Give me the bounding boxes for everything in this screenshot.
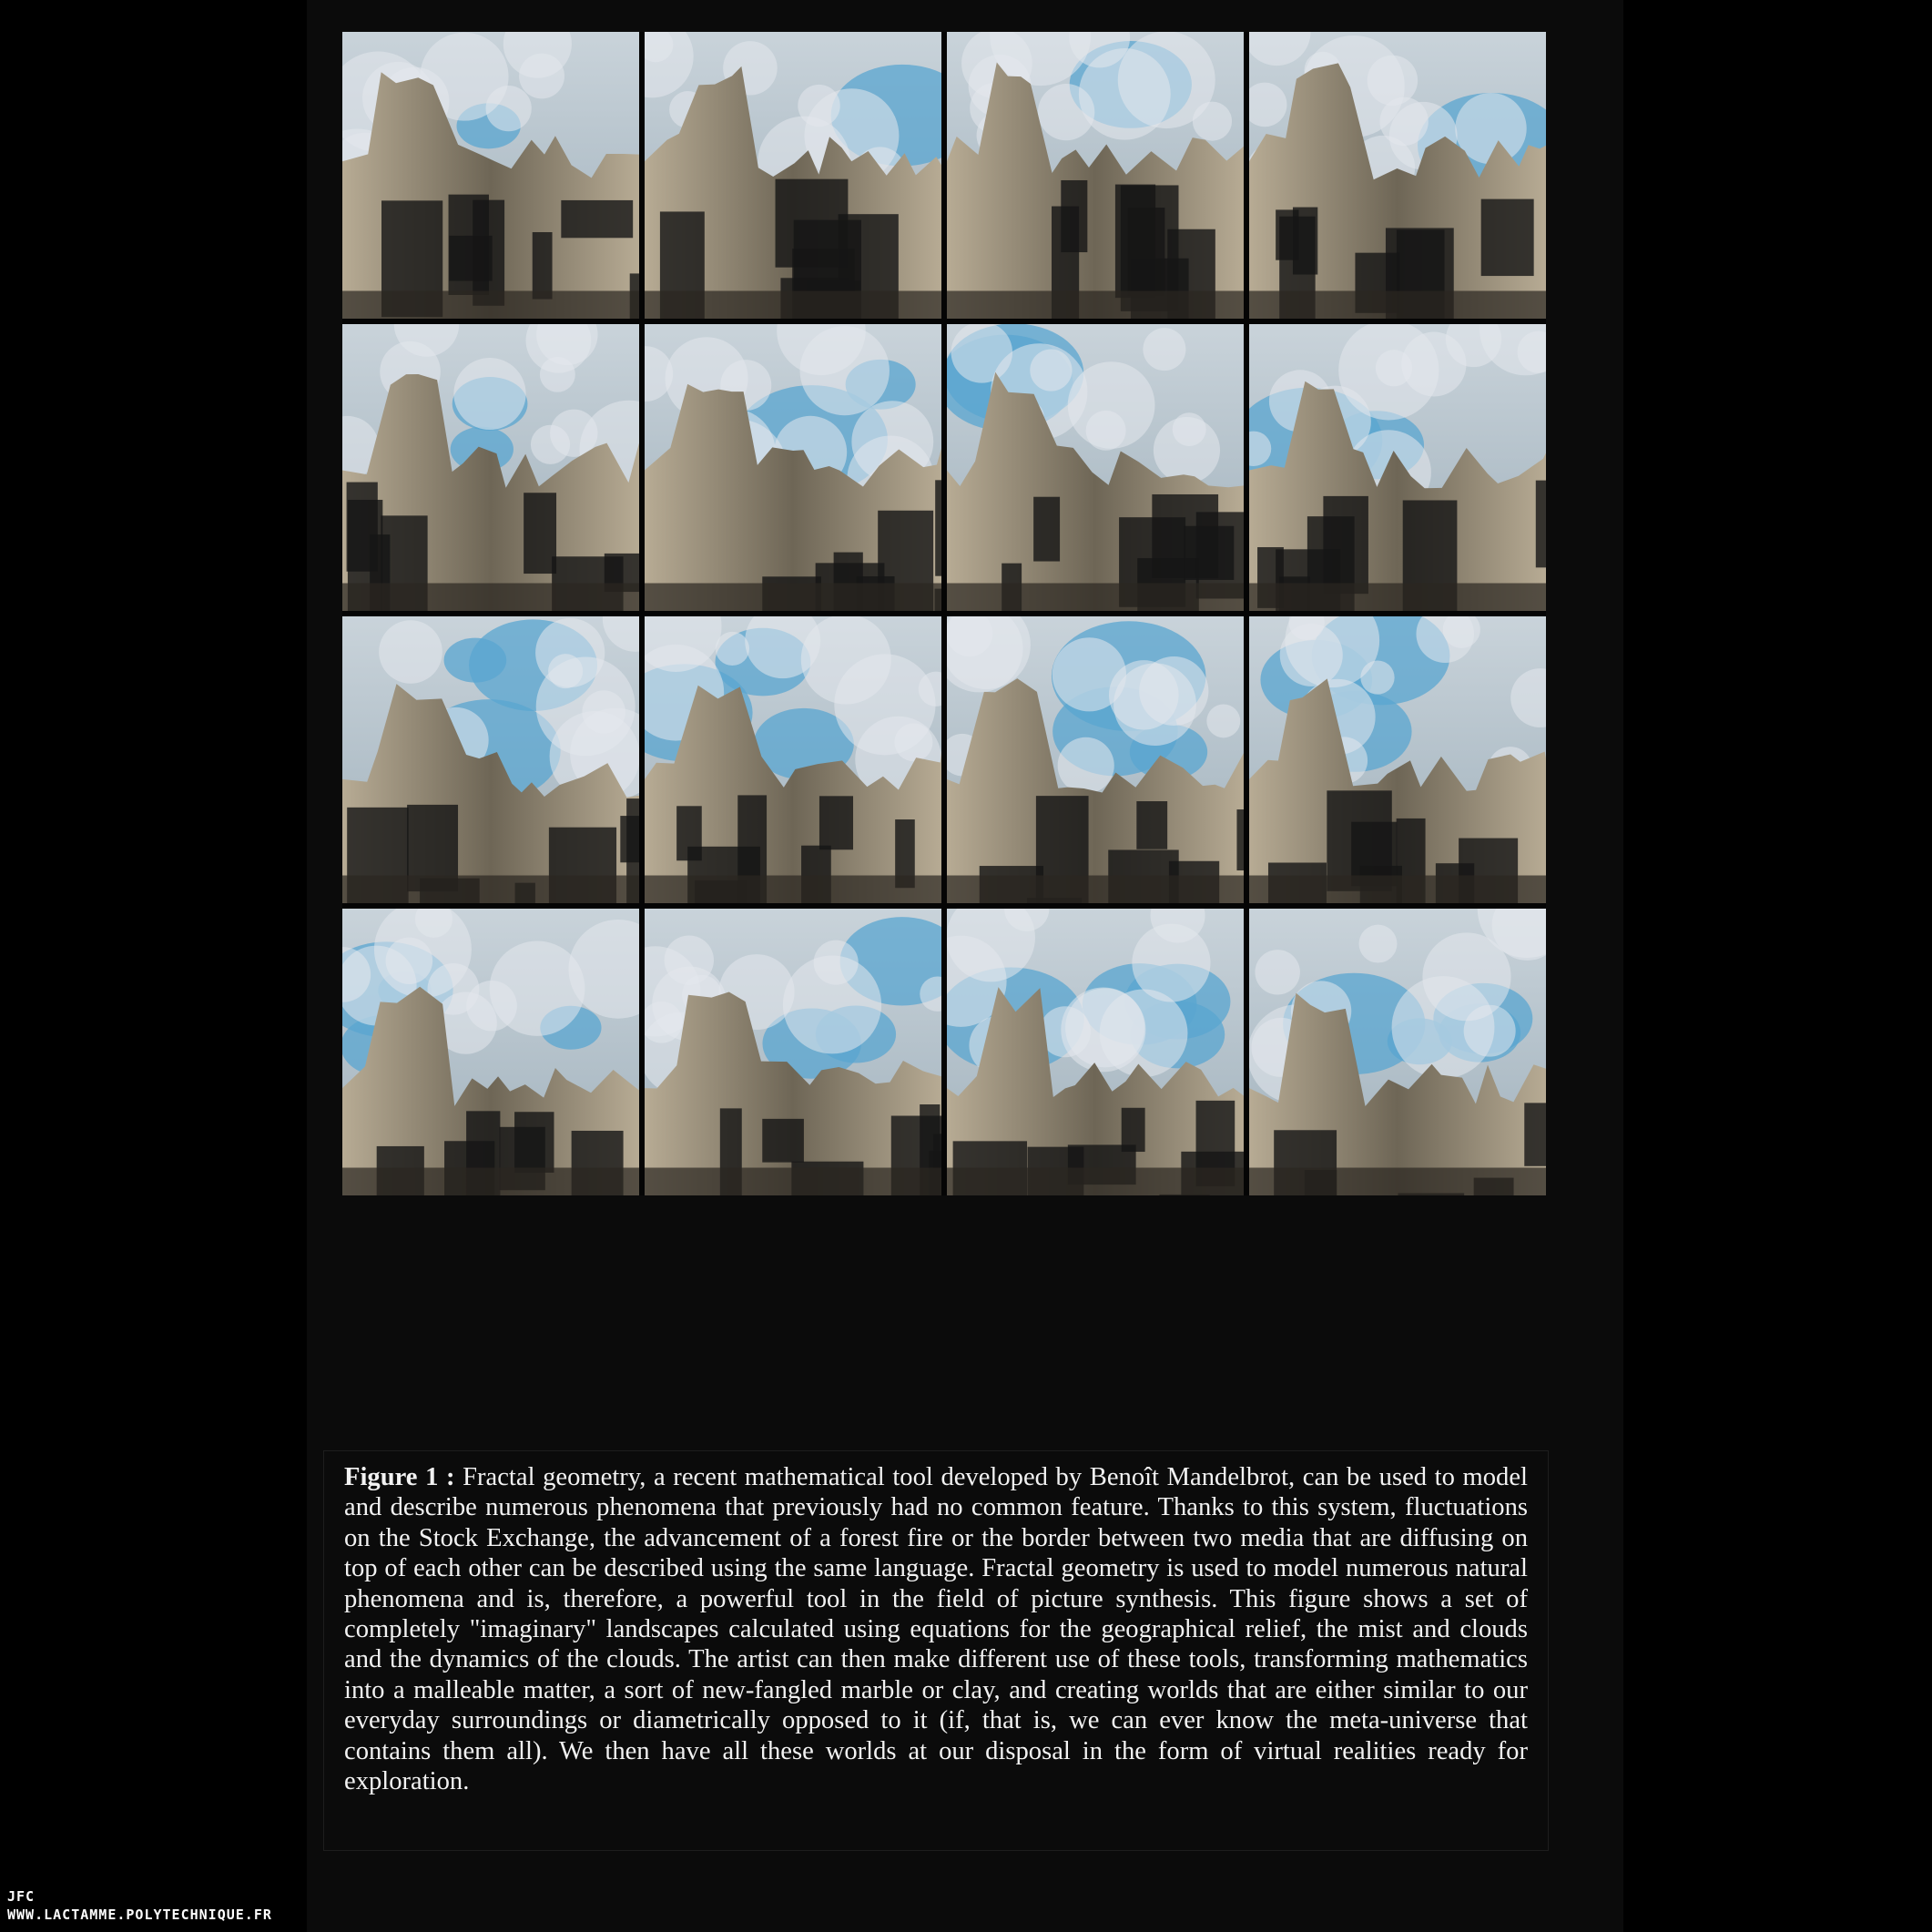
caption-body: Fractal geometry, a recent mathematical tool developed by Benoît Mandelbrot, can be used to model and describe numerous phenomena that previously had no common feature. Thanks to this system, fluctuations on the Stock Exchange, the advancement of a forest fire or the border between two media that are diffusing on top of each other can be described using the same language. Fractal geometry is used to model numerous natural phenomena and is, therefore, a powerful tool in the field of picture synthesis. This figure shows a set of completely "imaginary" landscapes calculated using equations for the geographical relief, the mist and clouds and the dynamics of the clouds. The artist can then make different use of these tools, transforming mathematics into a malleable matter, a sort of new-fangled marble or clay, and creating worlds that are either similar to our everyday surroundings or diametrically opposed to it (if, that is, we can ever know the meta-universe that contains them all). We then have all these worlds at our disposal in the form of virtual realities ready for exploration. <box>344 1463 1528 1796</box>
landscape-frame <box>1249 324 1546 611</box>
landscape-frame <box>1249 32 1546 319</box>
landscape-frame <box>342 32 639 319</box>
landscape-frame <box>645 616 941 903</box>
landscape-frame <box>947 324 1244 611</box>
landscape-frame <box>342 909 639 1195</box>
caption-box <box>323 1450 1549 1851</box>
landscape-frame <box>342 616 639 903</box>
landscape-frame <box>645 32 941 319</box>
author-initials: JFC <box>7 1888 36 1905</box>
website-url: WWW.LACTAMME.POLYTECHNIQUE.FR <box>7 1907 272 1923</box>
landscape-frame <box>947 909 1244 1195</box>
figure-caption <box>344 1462 1528 1796</box>
landscape-frame <box>645 324 941 611</box>
landscape-frame <box>947 616 1244 903</box>
fractal-landscape-figure <box>342 32 1546 1195</box>
landscape-frame <box>342 324 639 611</box>
landscape-frame <box>1249 616 1546 903</box>
figure-label: Figure 1 : <box>344 1463 455 1491</box>
landscape-frame <box>645 909 941 1195</box>
landscape-frame <box>1249 909 1546 1195</box>
landscape-frame <box>947 32 1244 319</box>
